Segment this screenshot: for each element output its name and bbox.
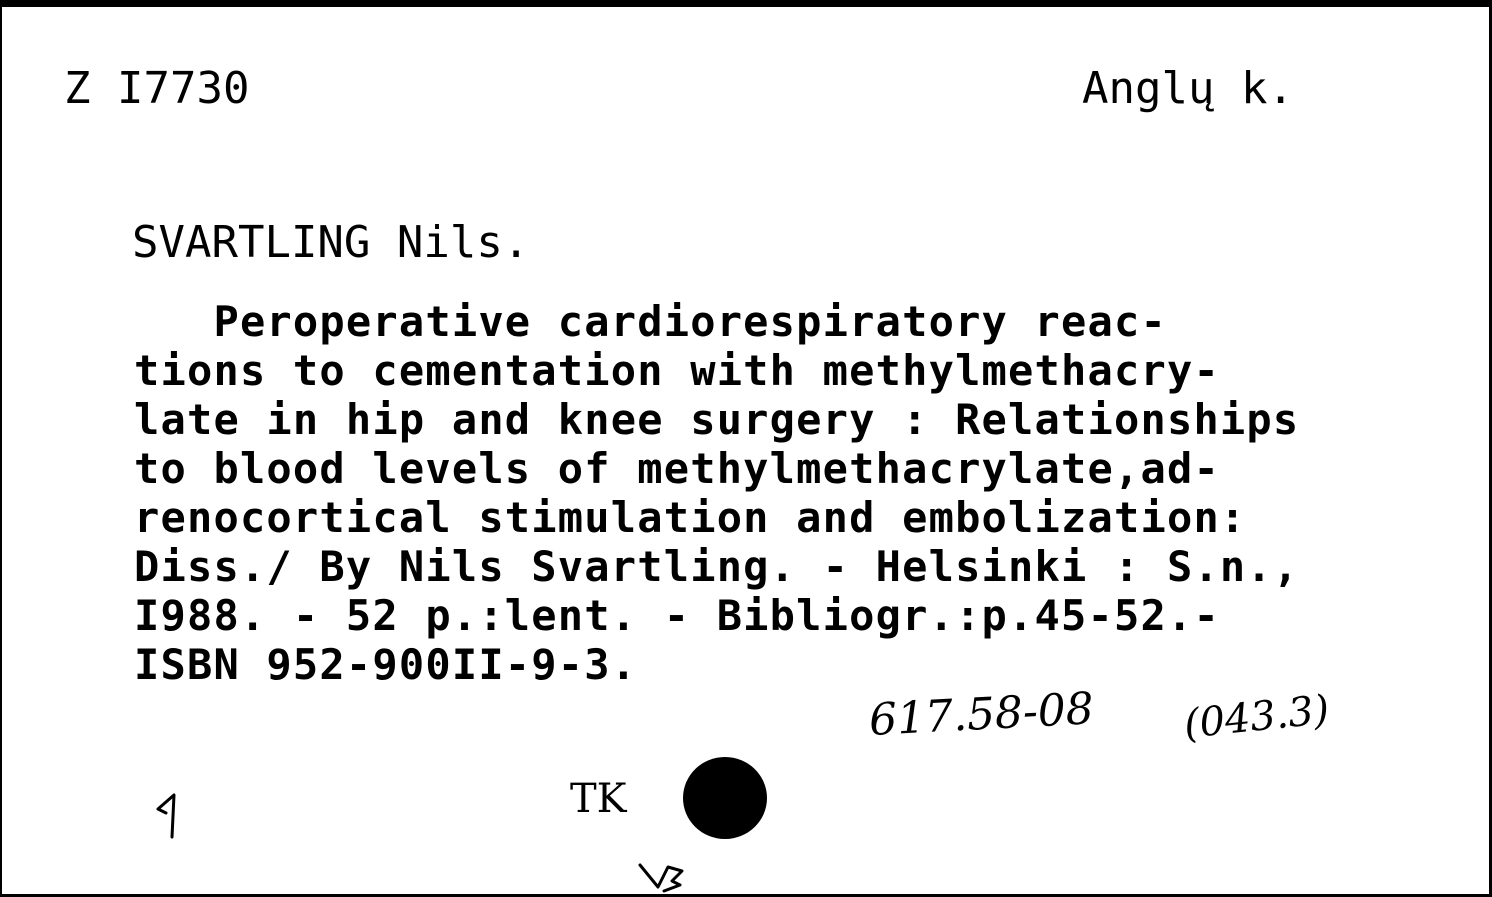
punch-hole-icon [683, 757, 767, 839]
handwritten-mark-icon [152, 791, 192, 841]
shelf-mark: Z I7730 [64, 63, 250, 114]
bibliographic-description [134, 297, 1299, 689]
description-line: Diss./ By Nils Svartling. - Helsinki : S.n., [134, 542, 1300, 591]
handwritten-udc-form: (043.3) [1181, 686, 1332, 748]
description-line: ISBN 952-900II-9-3. [134, 640, 638, 689]
description-line: tions to cementation with methylmethacry- [134, 346, 1220, 395]
description-line: to blood levels of methylmethacrylate,ad- [134, 444, 1220, 493]
tk-label: TK [570, 776, 627, 822]
handwritten-check-icon [638, 859, 688, 895]
language-label: Anglų k. [1082, 63, 1294, 114]
description-line: renocortical stimulation and embolization: [134, 493, 1247, 542]
description-line: Peroperative cardiorespiratory reac- [134, 297, 1167, 346]
description-line: I988. - 52 p.:lent. - Bibliogr.:p.45-52.- [134, 591, 1220, 640]
handwritten-udc-number: 617.58-08 [867, 683, 1095, 746]
description-line: late in hip and knee surgery : Relationships [134, 395, 1300, 444]
author-heading: SVARTLING Nils. [132, 217, 530, 268]
